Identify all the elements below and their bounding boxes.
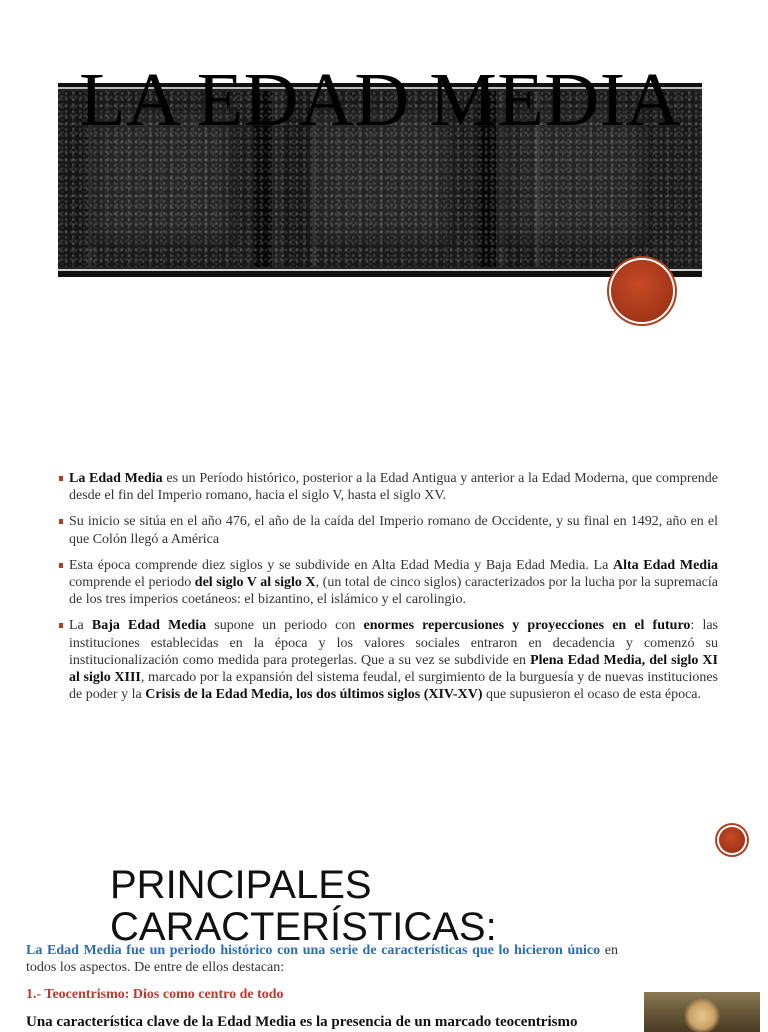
slide-principales-caracteristicas [0,790,768,1030]
intro-highlight: La Edad Media fue un periodo histórico con una serie de características que lo hicieron único [26,943,601,958]
bullet-bold-text: Baja Edad Media [91,618,207,634]
bullet-bold-text: del siglo V al siglo X [194,575,316,591]
bullet-bold-text: Plena Edad Media, del siglo XI al siglo XIII [69,652,718,686]
bullet-text: Su inicio se sitúa en el año 476, el año de la caída del Imperio romano de Occidente, y su final en 1492, año en el que Colón llegó a América [69,514,718,547]
bullet-item [58,513,718,547]
bullet-bold-text: Crisis de la Edad Media, los dos últimos siglos (XIV-XV) [145,687,483,703]
bullet-item [58,617,718,703]
bullet-bold-text: Alta Edad Media [612,557,718,573]
bullet-text: La [69,618,92,634]
bullet-text: , marcado por la expansión del sistema feudal, el surgimiento de la burguesía y de nuevas instituciones de poder y la [69,670,718,703]
decorative-red-circle-small [719,827,745,853]
bullet-bold-text: enormes repercusiones y proyecciones en el futuro [363,618,691,634]
subheading-teocentrismo: 1.- Teocentrismo: Dios como centro de todo [26,987,284,1002]
cut-off-paragraph: Una característica clave de la Edad Media es la presencia de un marcado teocentrismo [26,1014,578,1030]
painting-halo [684,998,720,1032]
religious-painting-image [644,992,760,1032]
bullet-text: : las instituciones establecidas en la época y los valores sociales entraron en decadencia y comenzó su institucionalización como medida para protegerlas. Que a su vez se subdivide en [69,618,718,668]
bullet-text: es un Período histórico, posterior a la Edad Antigua y anterior a la Edad Moderna, que comprende desde el fin del Imperio romano, hacia el siglo V, hasta el siglo XV. [69,471,718,504]
section-title-line: CARACTERÍSTICAS: [110,905,497,949]
bullet-list [58,470,718,712]
bullet-text: , (un total de cinco siglos) caracterizados por la lucha por la supremacía de los tres imperios coetáneos: el bizantino, el islámico y el carolingio. [69,575,719,608]
intro-rest: en todos los aspectos. De entre de ellos destacan: [26,943,618,975]
decorative-red-circle [611,260,673,322]
bullet-bold-text: La Edad Media [69,471,163,486]
bullet-text: comprende el periodo [69,575,195,591]
bullet-item [58,470,718,504]
bullet-item [58,557,718,609]
bullet-text: supone un periodo con [206,618,364,634]
section-title-line: PRINCIPALES [110,863,372,907]
banner-bottom-rule [58,269,702,277]
intro-paragraph [26,942,618,976]
section-title [110,864,670,948]
bullet-text: que supusieron el ocaso de esta época. [482,687,702,703]
bullet-text: Esta época comprende diez siglos y se subdivide en Alta Edad Media y Baja Edad Media. La [69,557,613,573]
slide-title: LA EDAD MEDIA [79,58,681,142]
